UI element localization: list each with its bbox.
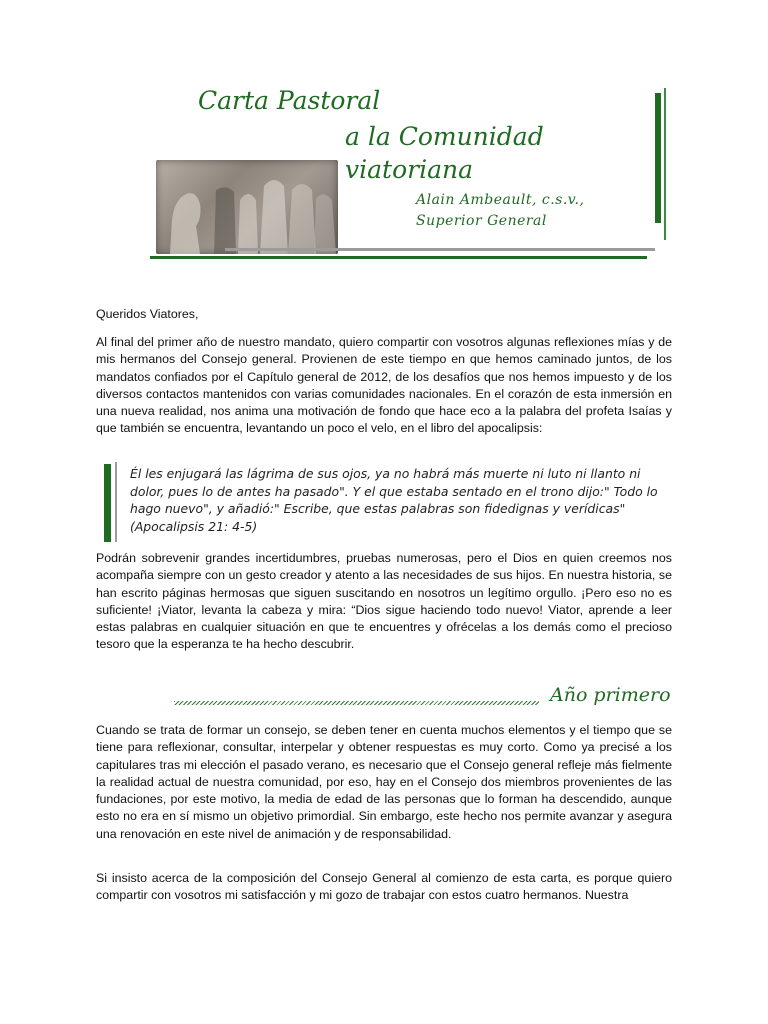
author-role: Superior General <box>416 213 547 229</box>
scripture-quote: Él les enjugará las lágrima de sus ojos, ya no habrá más muerte ni luto ni llanto ni dolor, pues lo de antes ha pasado". Y el que estaba sentado en el trono dijo:" Todo lo hago nuevo", y añadió:" Escribe, que estas palabras son fidedignas y verídicas" (Apocalipsis 21: 4-5) <box>130 466 658 534</box>
paragraph-intro: Al final del primer año de nuestro mandato, quiero compartir con vosotros algunas reflexiones mías y de mis hermanos del Consejo general. Provienen de este tiempo en que hemos caminado juntos, de los mandatos confiados por el Capítulo general de 2012, de los desafíos que nos hemos impuesto y de los diversos contactos mantenidos con varias comunidades nacionales. En el corazón de esta inmersión en una nueva realidad, nos anima una motivación de fondo que hace eco a la palabra del profeta Isaías y que también se encuentra, levantando un poco el velo, en el libro del apocalipsis: <box>96 335 672 436</box>
header-rule-green <box>150 256 647 259</box>
letter-title-line-2: a la Comunidad <box>345 122 544 151</box>
header-rule-gray <box>225 248 655 251</box>
letter-title-line-3: viatoriana <box>345 155 473 184</box>
section-divider <box>174 701 539 705</box>
relief-carving <box>156 160 338 254</box>
paragraph-hope: Podrán sobrevenir grandes incertidumbres, pruebas numerosas, pero el Dios en quien creemos nos acompaña siempre con un gesto creador y atento a las necesidades de sus hijos. En nuestra historia, se han escrito páginas hermosas que siguen suscitando en nosotros un legítimo orgullo. ¡Pero eso no es suficiente! ¡Viator, levanta la cabeza y mira: “Dios sigue haciendo todo nuevo! Viator, aprende a leer estas palabras en cualquier situación en que te encuentres y ofrécelas a los demás como el precioso tesoro que la esperanza te ha hecho descubrir. <box>96 551 672 652</box>
paragraph-composition: Si insisto acerca de la composición del Consejo General al comienzo de esta carta, es porque quiero compartir con vosotros mi satisfacción y mi gozo de trabajar con estos cuatro hermanos. Nuestra <box>96 871 672 903</box>
header-vertical-rule-thin <box>664 88 666 240</box>
quote-bar-thin <box>115 462 117 542</box>
greeting: Queridos Viatores, <box>96 307 199 321</box>
section-title: Año primero <box>550 684 671 706</box>
paragraph-council: Cuando se trata de formar un consejo, se deben tener en cuenta muchos elementos y el tiempo que se tiene para reflexionar, consultar, interpelar y obtener respuestas es muy corto. Como ya precisé a los capitulares tras mi elección el pasado verano, es necesario que el Consejo general refleje más fielmente la realidad actual de nuestra comunidad, por eso, hay en el Consejo dos miembros provenientes de las fundaciones, por este motivo, la media de edad de las personas que lo forman ha descendido, aunque esto no era en sí mismo un objetivo primordial. Sin embargo, este hecho nos permite avanzar y asegura una renovación en este nivel de animación y de responsabilidad. <box>96 723 672 841</box>
header-relief-image <box>156 160 338 254</box>
header-vertical-rule-thick <box>655 93 661 223</box>
quote-bar-thick <box>104 464 111 542</box>
letter-title-line-1: Carta Pastoral <box>198 86 381 115</box>
author-name: Alain Ambeault, c.s.v., <box>416 192 585 208</box>
